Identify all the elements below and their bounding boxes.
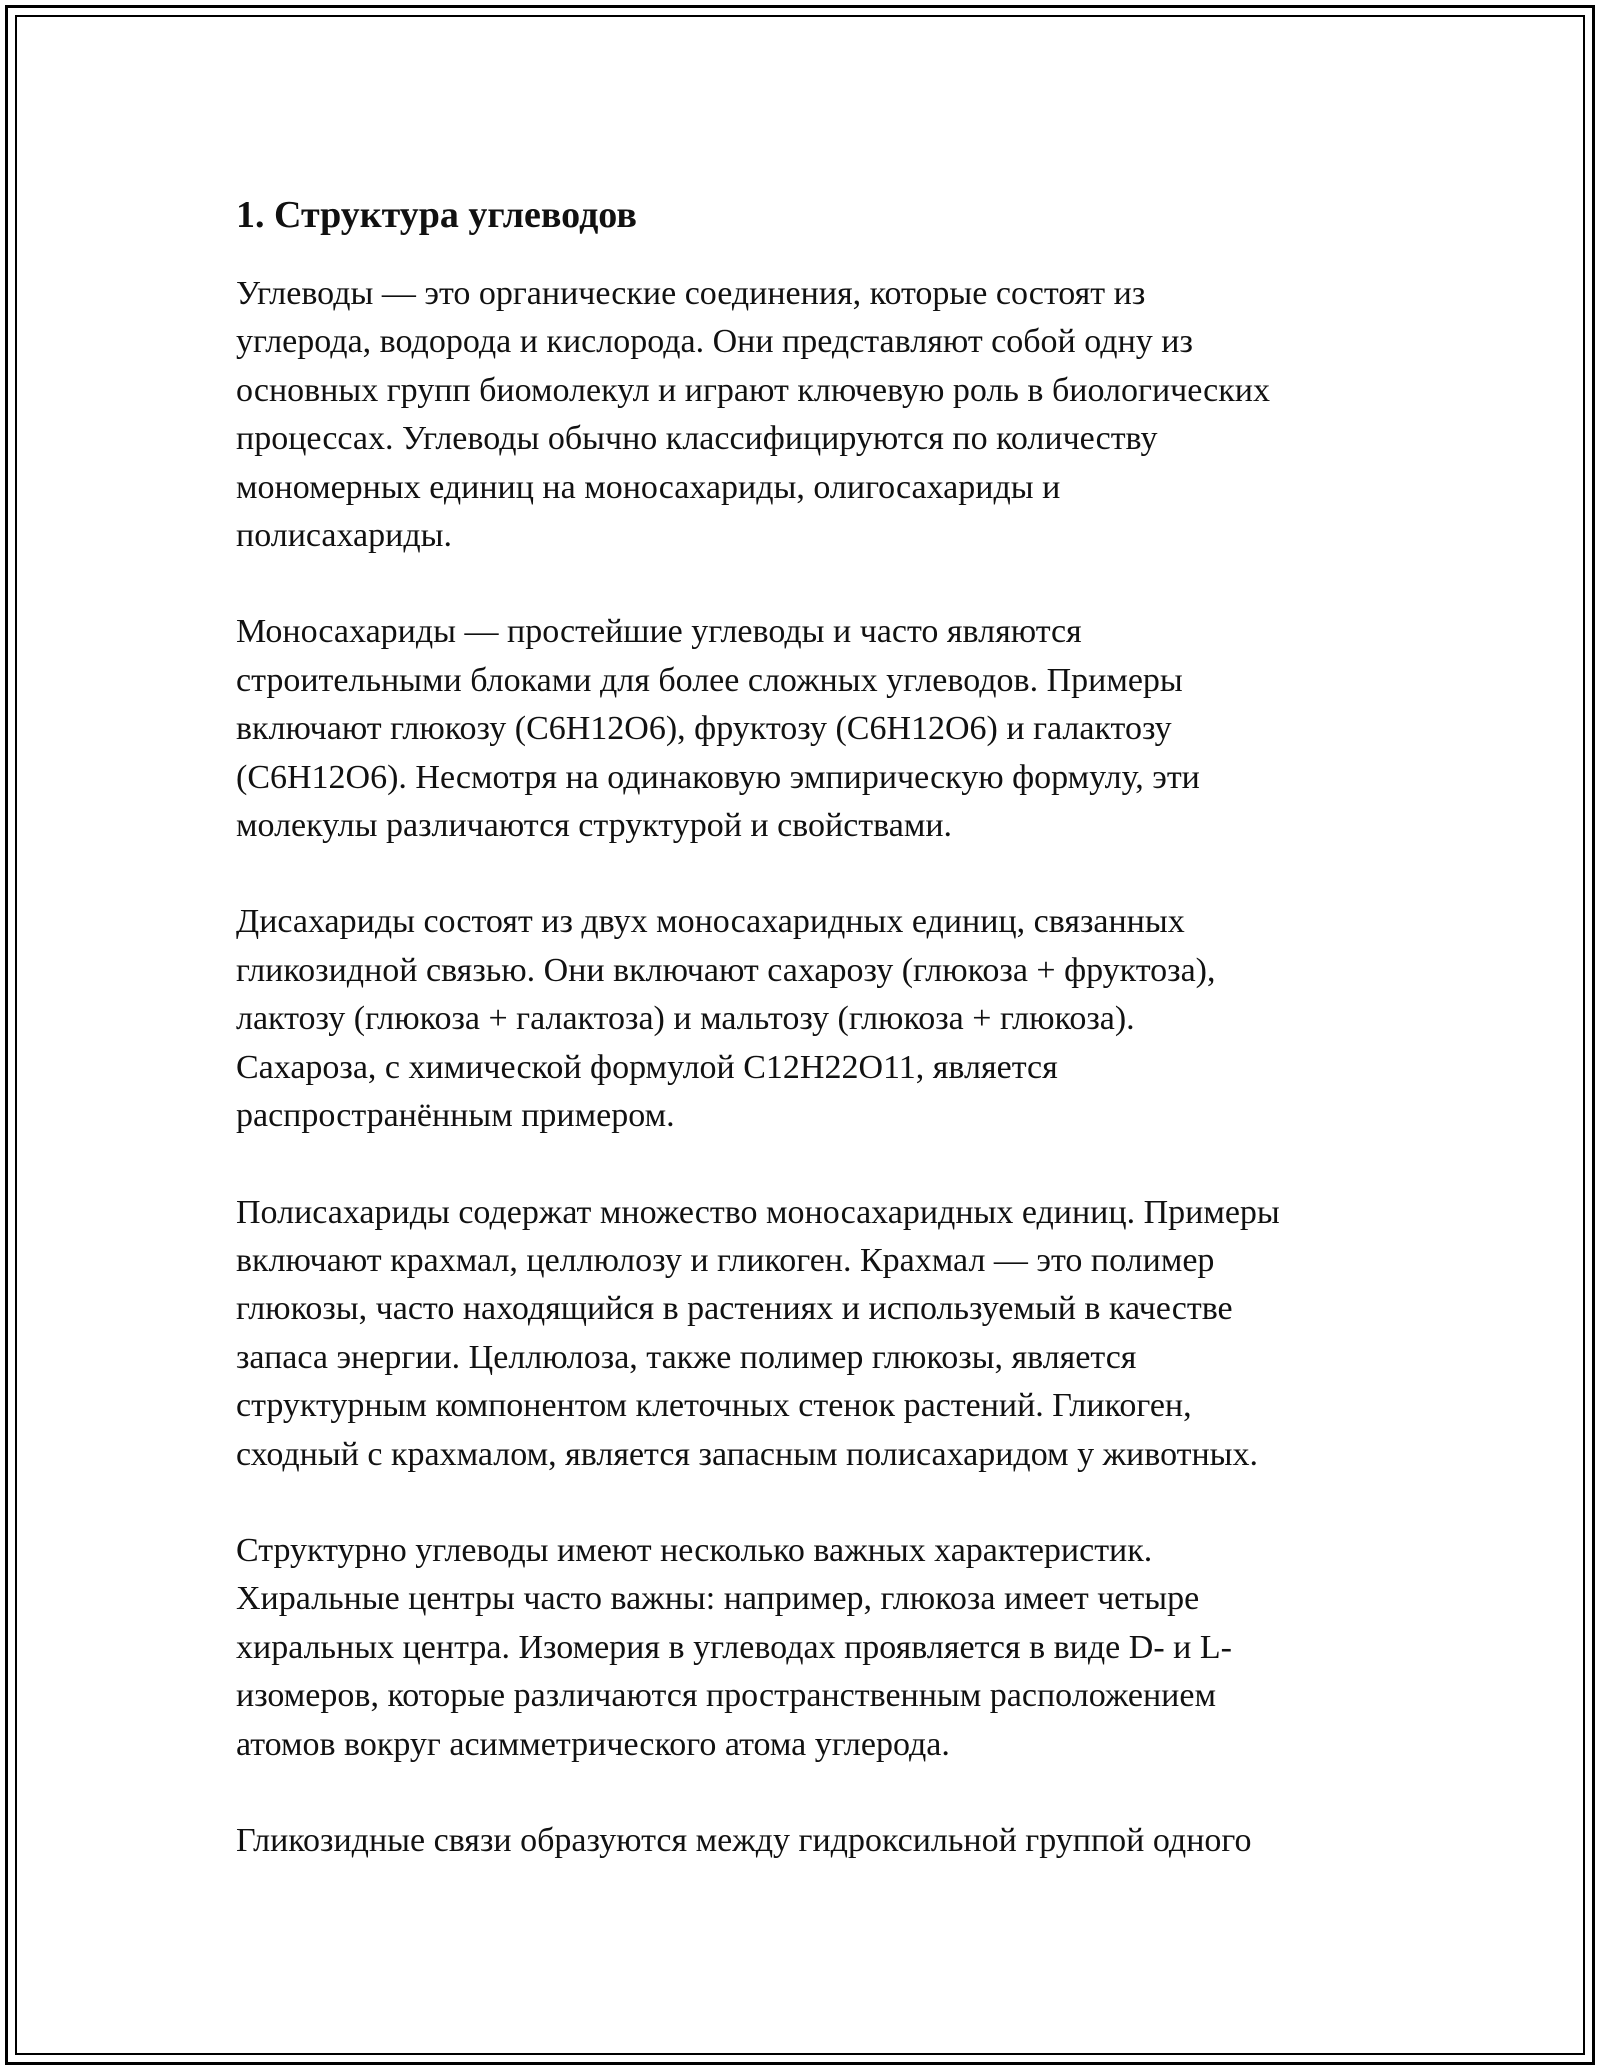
document-body [236,188,1386,1913]
paragraph-polysaccharides: Полисахариды содержат множество моносахаридных единиц. Примеры включают крахмал, целлюлозу и гликоген. Крахмал — это полимер глюкозы, часто находящийся в растениях и используемый в качестве запаса энергии. Целлюлоза, также полимер глюкозы, является структурным компонентом клеточных стенок растений. Гликоген, сходный с крахмалом, является запасным полисахаридом у животных. [236,1193,1280,1473]
paragraph-disaccharides: Дисахариды состоят из двух моносахаридных единиц, связанных гликозидной связью. Они включают сахарозу (глюкоза + фруктоза), лактозу (глюкоза + галактоза) и мальтозу (глюкоза + глюкоза). Сахароза, с химической формулой C12H22O11, является распространённым примером. [236,903,1216,1135]
paragraph-carbohydrates-intro: Углеводы — это органические соединения, которые состоят из углерода, водорода и кислорода. Они представляют собой одну из основных групп биомолекул и играют ключевую роль в биологических процессах. Углеводы обычно классифицируются по количеству мономерных единиц на моносахариды, олигосахариды и полисахариды. [236,275,1270,555]
paragraph-glycosidic-bonds: Гликозидные связи образуются между гидроксильной группой одного [236,1821,1252,1859]
paragraph-structural-features: Структурно углеводы имеют несколько важных характеристик. Хиральные центры часто важны: например, глюкоза имеет четыре хиральных центра. Изомерия в углеводах проявляется в виде D- и L- изомеров, которые различаются пространственным расположением атомов вокруг асимметрического атома углерода. [236,1531,1232,1763]
section-heading: 1. Структура углеводов [236,194,637,236]
paragraph-monosaccharides: Моносахариды — простейшие углеводы и часто являются строительными блоками для более сложных углеводов. Примеры включают глюкозу (C6H12O6), фруктозу (C6H12O6) и галактозу (C6H12O6). Несмотря на одинаковую эмпирическую формулу, эти молекулы различаются структурой и свойствами. [236,613,1200,845]
